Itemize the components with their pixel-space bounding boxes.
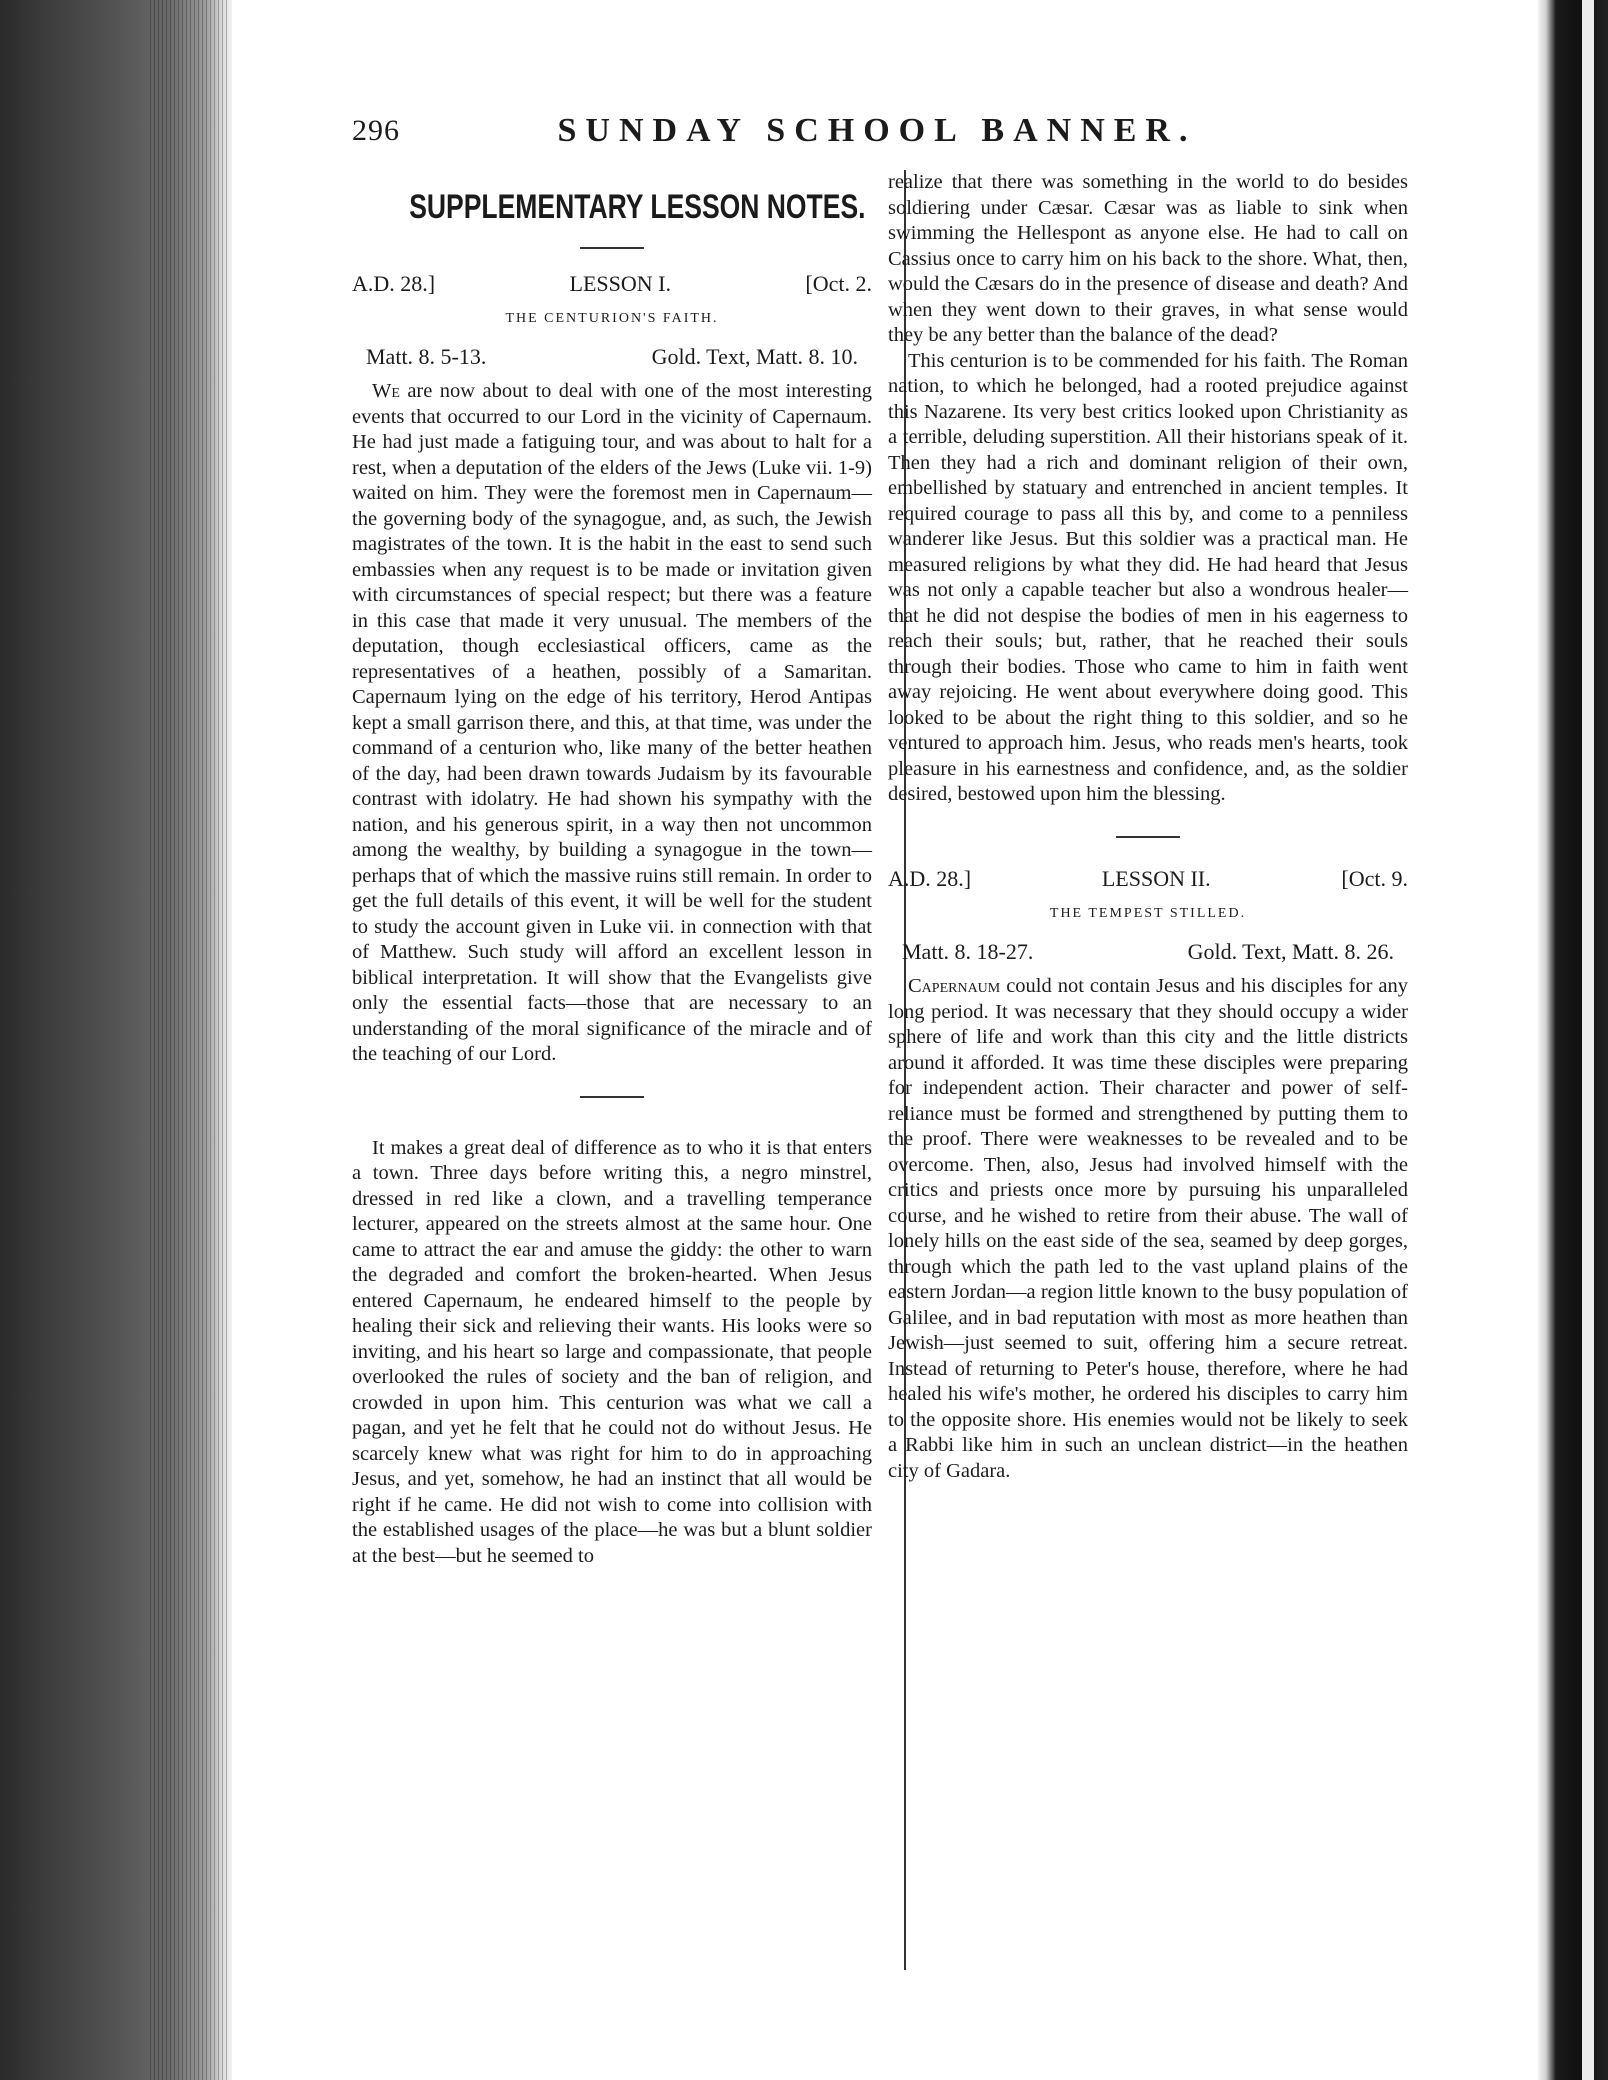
- lesson-1-lead-word: We: [372, 380, 400, 402]
- lesson-rule: [1116, 836, 1180, 838]
- page-header: [352, 108, 1402, 158]
- lesson-2-subtitle: THE TEMPEST STILLED.: [1049, 906, 1247, 921]
- lesson-1-reference: [366, 344, 858, 370]
- section-title: SUPPLEMENTARY LESSON NOTES.: [409, 188, 866, 226]
- lesson-1-label: LESSON I.: [569, 270, 671, 296]
- page-edge-strip: [1582, 0, 1594, 2080]
- lesson-1-subtitle: THE CENTURION'S FAITH.: [505, 311, 719, 326]
- page-edges: [150, 0, 230, 2080]
- page-number: 296: [352, 114, 400, 147]
- lesson-2-lead-word: Capernaum: [908, 975, 1001, 997]
- lesson-2-scripture: Matt. 8. 18-27.: [902, 938, 1034, 964]
- lesson-1-header: [352, 271, 872, 297]
- lesson-2-paragraph-1: [888, 974, 1408, 1484]
- lesson-1-scripture: Matt. 8. 5-13.: [366, 343, 487, 369]
- lesson-1-paragraph-3: realize that there was something in the world to do besides soldiering under Cæsar. Cæsar was as liable to sink when swimming the Hellespont as anyone else. He had to call on Cassius once to carry him on his back to the shore. What, then, would the Cæsars do in the presence of disease and death? And when they went down to their graves, in what sense would they be any better than the balance of the dead?: [888, 171, 1408, 346]
- lesson-1-date-right: [Oct. 2.: [805, 270, 872, 296]
- lesson-2-header: [888, 866, 1408, 892]
- lesson-1-paragraph-1-text: are now about to deal with one of the most interesting events that occurred to our Lord in the vicinity of Capernaum. He had just made a fatiguing tour, and was about to halt for a rest, when a deputation of the elders of the Jews (Luke vii. 1-9) waited on him. They were the foremost men in Capernaum—the governing body of the synagogue, and, as such, the Jewish magistrates of the town. It is the habit in the east to send such embassies when any request is to be made or invitation given with circumstances of special respect; but there was a feature in this case that made it very unusual. The members of the deputation, though ecclesiastical officers, came as the representatives of a heathen, possibly of a Samaritan. Capernaum lying on the edge of his territory, Herod Antipas kept a small garrison there, and this, at that time, was under the command of a centurion who, like many of the better heathen of the day, had been drawn towards Judaism by its favourable contrast with idolatry. He had shown his sympathy with the nation, and his generous spirit, in a way then not uncommon among the wealthy, by building a synagogue in the town—perhaps that of which the massive ruins still remain. In order to get the full details of this event, it will be well for the student to study the account given in Luke vii. in connection with that of Matthew. Such study will afford an excellent lesson in biblical interpretation. It will show that the Evangelists give only the essential facts—those that are necessary to an understanding of the moral significance of the miracle and of the teaching of our Lord.: [352, 380, 872, 1065]
- right-column: [888, 170, 1408, 1484]
- lesson-2-label: LESSON II.: [1101, 865, 1211, 891]
- lesson-1-date-left: A.D. 28.]: [352, 270, 436, 296]
- lesson-1-golden-text: Gold. Text, Matt. 8. 10.: [651, 343, 858, 369]
- section-rule: [580, 1096, 644, 1098]
- page: [232, 0, 1538, 2080]
- lesson-2-date-left: A.D. 28.]: [888, 865, 972, 891]
- lesson-2-reference: [902, 939, 1394, 965]
- title-rule: [580, 247, 644, 249]
- left-column: [352, 185, 872, 1569]
- lesson-1-paragraph-2: It makes a great deal of difference as to who it is that enters a town. Three days before writing this, a negro minstrel, dressed in red like a clown, and a travelling temperance lecturer, appeared on the streets almost at the same hour. One came to attract the ear and amuse the giddy: the other to warn the degraded and comfort the broken-hearted. When Jesus entered Capernaum, he endeared himself to the people by healing their sick and relieving their wants. His looks were so inviting, and his heart so large and compassionate, that people overlooked the rules of society and the ban of religion, and crowded in upon him. This centurion was what we call a pagan, and yet he felt that he could not do without Jesus. He scarcely knew what was right for him to do in approaching Jesus, and yet, somehow, he had an instinct that all would be right if he came. He did not wish to come into collision with the established usages of the place—he was but a blunt soldier at the best—but he seemed to: [352, 1136, 872, 1567]
- lesson-2-date-right: [Oct. 9.: [1341, 865, 1408, 891]
- running-title: SUNDAY SCHOOL BANNER.: [557, 112, 1197, 149]
- lesson-2-golden-text: Gold. Text, Matt. 8. 26.: [1187, 938, 1394, 964]
- lesson-2-paragraph-1-text: could not contain Jesus and his disciples for any long period. It was necessary that they should occupy a wider sphere of life and work than this city and the little districts around it afforded. It was time these disciples were preparing for independent action. Their character and power of self-reliance must be formed and strengthened by putting them to the proof. There were weaknesses to be revealed and to be overcome. Then, also, Jesus had involved himself with the critics and priests once more by pursuing his unparalleled course, and he wished to retire from their abuse. The wall of lonely hills on the east side of the sea, seamed by deep gorges, through which the path led to the vast upland plains of the eastern Jordan—a region little known to the busy population of Galilee, and in bad reputation with most as more heathen than Jewish—just seemed to suit, offering him a secure retreat. Instead of returning to Peter's house, therefore, where he had healed his wife's mother, he ordered his disciples to carry him to the opposite shore. His enemies would not be likely to seek a Rabbi like him in such an unclean district—in the heathen city of Gadara.: [888, 975, 1408, 1482]
- book-right-edge: [1538, 0, 1608, 2080]
- lesson-1-paragraph-4: This centurion is to be commended for his faith. The Roman nation, to which he belonged, had a rooted prejudice against this Nazarene. Its very best critics looked upon Christianity as a terrible, deluding superstition. All their historians speak of it. Then they had a rich and dominant religion of their own, embellished by statuary and entrenched in ancient temples. It required courage to pass all this by, and come to a penniless wanderer like Jesus. But this soldier was a practical man. He measured religions by what they did. He had heard that Jesus was not only a capable teacher but also a wondrous healer—that he did not despise the bodies of men in his eagerness to reach their souls; but, rather, that he reached their souls through their bodies. Those who came to him in faith went away rejoicing. He went about everywhere doing good. This looked to be about the right thing to this soldier, and so he ventured to approach him. Jesus, who reads men's hearts, took pleasure in his earnestness and confidence, and, as the soldier desired, bestowed upon him the blessing.: [888, 349, 1408, 805]
- lesson-1-paragraph-1: [352, 379, 872, 1068]
